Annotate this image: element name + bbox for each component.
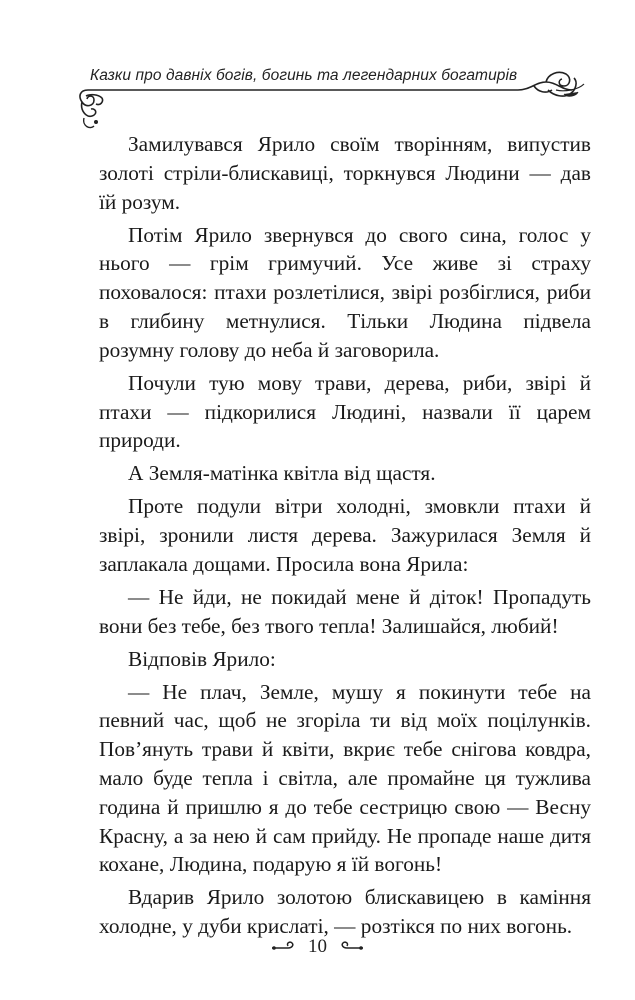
right-swirl-icon [337, 939, 365, 955]
paragraph: — Не плач, Земле, мушу я покинути тебе на певний час, щоб не згоріла ти від моїх поцілунків. Пов’януть трави й квіти, вкриє тебе сніговa ковдра, мало буде тепла і світла, але промайне ця тужлива година й пришлю я до тебе сестрицю свою — Весну Красну, а за нею й сам прийду. Не пропаде наше дитя кохане, Людина, подарую я їй вогонь! [99, 679, 591, 877]
paragraph: А Земля-матінка квітла від щастя. [128, 461, 436, 486]
running-header [78, 60, 588, 140]
paragraph: Замилувався Ярило своїм творінням, випустив золоті стріли-блискавиці, торкнувся Людини — дав їй розум. [99, 132, 591, 214]
paragraph: Потім Ярило звернувся до свого сина, голос у нього — грім гримучий. Усе живе зі страху поховалося: птахи розлетілися, звірі розбіглися, риби в глибину метнулися. Тільки Людина підвела розумну голову до неба й заговорила. [99, 222, 591, 362]
paragraph: Проте подули вітри холодні, змовкли птахи й звірі, зронили листя дерева. Зажурилася Земля й заплакала дощами. Просила вона Ярила: [99, 494, 591, 576]
header-title: Казки про давніх богів, богинь та легендарних богатирів [90, 67, 518, 84]
paragraph: Вдарив Ярило золотою блискавицею в каміння холодне, у дуби крислаті, — розтікся по них вогонь. [99, 885, 591, 939]
page-number: 10 [308, 936, 327, 957]
paragraph: — Не йди, не покидай мене й діток! Пропадуть вони без тебе, без твого тепла! Залишайся, любий! [99, 584, 591, 638]
paragraph: Почули тую мову трави, дерева, риби, звірі й птахи — підкорилися Людині, назвали її царем природи. [99, 370, 591, 453]
page-footer [0, 934, 635, 960]
left-swirl-icon [270, 939, 298, 955]
body-text [99, 130, 591, 945]
paragraph: Відповів Ярило: [128, 646, 276, 671]
